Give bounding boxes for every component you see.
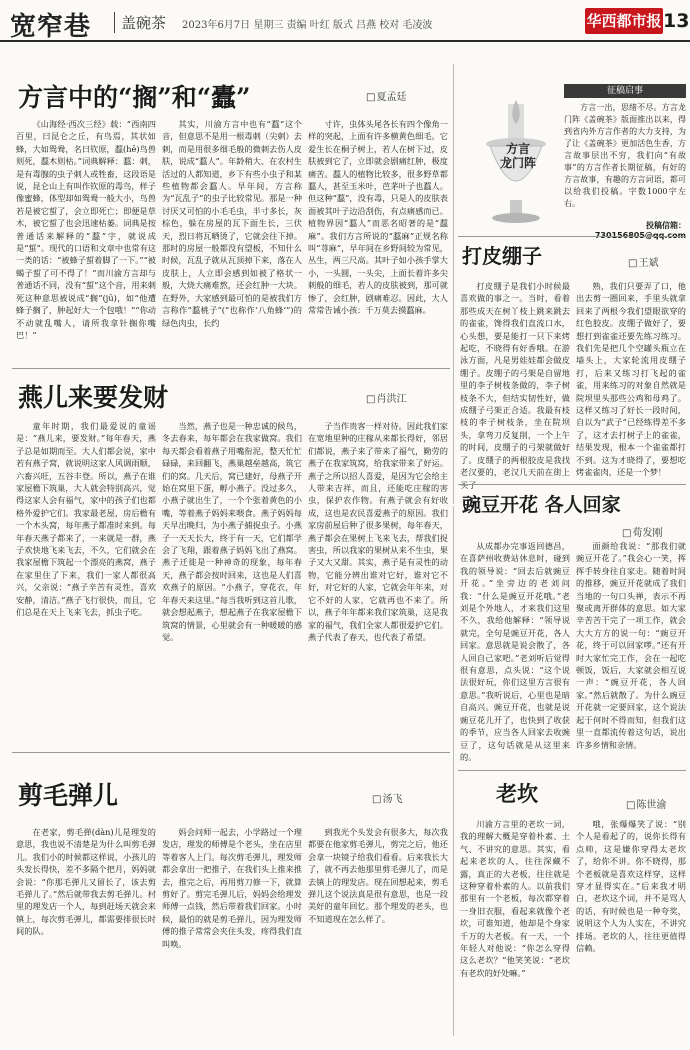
article-paragraph: 童年时期，我们最爱说的童谣是：“燕儿来，要发财。”每年春天，燕子总是如期而至。大人们都会说，家中若有燕子窝，就说明这家人风调雨顺，六畜兴旺，五谷丰登。所以，燕子在谁家屋檐下筑巢，大人就会特别高兴，觉得这家人会有福气，家中的孩子们也都格外爱护它们。我家最老屋，房后檐有一个木头窝，每年燕子都准时来到。每年春天燕子都来了，一来就是一群，燕子欢快地飞来飞去，不久，它们就会在我家屋檐下筑起一个漂亮的燕窝，燕子在家里住了下来，我们一家人都很高兴，父亲说：“燕子辛苦有灵性，喜欢安静，清洁。”燕子飞行很快，而且，它们总是在天上飞来飞去，抓虫子吃。 — [16, 421, 156, 618]
divider — [458, 236, 686, 237]
article-paragraph: 面颜给我说：“那我们就豌豆开花了。”我会心一笑，挥挥手转身往自家走。随着时间的推移，豌豆开花就成了我们当地的一句口头禅，表示不再聚或离开群体的意思。如大家辛苦苦干完了一项工作，就会大大方方的说一句：“豌豆开花，终于可以回家啰。”还有开时大家忙完工作，会在一起吃顿饭，饭后，大家就会相互说一声：“豌豆开花，各人回家。”然后就散了。为什么豌豆开花就一定要回家，这个说法起于何时不得而知，但我们这里一直都流传着这句话，说出许多乡情和亲情。 — [576, 541, 686, 750]
article-author: □ 肖洪江 — [366, 390, 406, 405]
submission-email: 投稿信箱： — [646, 221, 686, 230]
column-badge — [500, 142, 536, 170]
article-paragraph: 当然，燕子也是一种忠诚的候鸟，冬去春来，每年都会在我家做窝。我们每天都会看着燕子用嘴衔泥，整天忙忙碌碌，来回翻飞，燕巢越垒越高，筑它们的窝。几天后，窝已建好，母燕子开始在窝里下蛋，孵小燕子。没过多久，小燕子就出生了，一个个张着黄色的小嘴，等着燕子妈妈来喂食。燕子妈妈每天早出晚归，为小燕子捕捉虫子。小燕子一天天长大，终于有一天，它们都学会了飞翔，跟着燕子妈妈飞出了燕窝。燕子迁徙是一种神奇的现象，每年春天，燕子都会按时回来，这也是人们喜欢燕子的原因。“小燕子，穿花衣，年年春天来这里。”每当我听到这首儿歌，就会想起燕子，想起燕子在我家屋檐下筑窝的情景，心里就会有一种暖暖的感觉。 — [162, 421, 302, 642]
article-paragraph: 寸许，虫体头尾各长有四个像角一样的突起，上面有许多横黄色细毛。它爱生长在桐子树上，若人在树下过，皮肤被到它了，立即就会剧痛红肿，极度痛苦。蠚人的植物比较多，很多野草都蠚人，甚至玉米叶，芭茅叶子也蠚人。但这种“蠚”，没有毒，只是人的皮肤表面被其叶子边沿刮伤，有点痛感而已。植物界因“蠚人”而恶名昭著的是“蠚麻”。我们方言所说的“蠚麻”正规名称叫“荨麻”，早年间在乡野间较为常见，丛生，两三尺高。其叶子如小孩手掌大小，一头圆，一头尖，上面长着许多尖刺般的细毛，若人的皮肤被到，那可就惨了，会红肿，剧痛难忍。因此，大人常常告诫小孩：千万莫去摸蠚麻。 — [308, 119, 448, 316]
call-for-papers-text: 方言一出，思绪不尽。方言龙门阵《盖碗茶》版面推出以来，得到省内外方言作者的大力支持，为了让《盖碗茶》更加活色生香，方言故事层出不穷，我们向“有故事”的方言作者长期征稿，有好的方言故事，有趣的方言词语，都可以给我们投稿。字数1000字左右。 — [564, 103, 686, 208]
article-title: 燕儿来要发财 — [18, 383, 169, 412]
article-paragraph: 熟，我们只要弄了口，他出去剪一圈回来，手里头就拿回来了两根今我们望眼欲穿的红色胶皮。皮绷子做好了，要想打到雀雀还要先练习练习。我们先是把几个空罐头瓶立在墙头上，大家轮流用皮绷子打，后来又练习打飞起的雀雀，用来练习的对象自然就是院坝里头那些公鸡和母鸡了。这样又练习了好长一段时间，自以为“武子”已经练得差不多了，这才去打树子上的雀雀，结果发现，根本一个雀雀都打不到。这为才晓得了，要想吃烤雀雀肉，还是一个梦！ — [576, 281, 686, 478]
divider — [458, 770, 686, 771]
article-author: □ 荀发刚 — [622, 524, 662, 539]
article-column — [308, 118, 448, 358]
article-column — [162, 826, 302, 1038]
article-paragraph: 在老家，剪毛弹(dàn)儿是理发的意思，我也说不清楚是为什么叫剪毛弹儿。我们小的时候都这样说，小孩儿的头发长得快，差不多隔个把月，妈妈就会说：“你那毛弹儿又留长了，该去剪毛弹儿了。”然后就带我去剪毛弹儿。村里的理发店一个人，每到赶场天就会来镇上，每次剪毛弹儿，都需要排很长时间的队。 — [16, 827, 156, 937]
article-paragraph: 其实，川渝方言中也有“蠚”这个音，但意思不是用一根毒刺（尖刺）去刺，而是用很多细毛般的微刺去伤人皮肤，说成“蠚人”。年龄稍大、在农村生活过的人都知道，乡下有些小虫子和某些植物都会蠚人。早年间，方言称为“瓦乱子”的虫子比较常见。那是一种讨厌又可怕的小毛毛虫，半寸多长，灰棕色，躲在房屋的瓦下面生长，三伏天，烈日将瓦晒烫了，它就会往下掉。那时的房屋一般都没有望板，不知什么时候，瓦乱子就从瓦顶掉下来，落在人皮肤上，人立即会感到如被了格状一般，大烧大痛难熬，还会红肿一大块。在野外，大家感到最可怕的是被我们方言称作“蠚桃子”(“也称作‘八角蜂’”)的绿色肉虫，长约 — [162, 119, 302, 328]
article-author: □ 陈世渝 — [626, 796, 666, 811]
article-column — [576, 818, 686, 1038]
column-divider — [453, 506, 454, 1036]
column-divider — [453, 64, 454, 504]
article-paragraph: 哦，张爆爆笑了说：“别个人是看起了的，说你长得有点帅，这是嫌你穿得太老坎了，给你不讲。你不晓得，那个老板就是喜欢这样穿，这样穿才显得实在。”后来我才明白，老坎这个词，并不是骂人的话，有时候也是一种夸奖，说明这个人为人实在，不讲究排场。老坎的人，往往更值得信赖。 — [576, 819, 686, 954]
article-paragraph: 子当作贵客一样对待。因此我们家在宽地里种的庄稼从来都长得好，邻居们都说，燕子来了带来了福气，勤劳的燕子在我家筑窝，给我家带来了好运。燕子之所以招人喜爱，是因为它会给主人带来吉祥，而且，还能吃庄稼的害虫，保护农作物。有燕子就会有好收成，这也是农民喜爱燕子的原因。我们家房前屋后种了很多果树，每年春天，燕子都会在果树上飞来飞去，帮我们捉害虫，所以我家的果树从来不生虫，果子又大又甜。其实，燕子是有灵性的动物，它能分辨出谁对它好，谁对它不好，对它好的人家，它就会年年来，对它不好的人家，它就再也不来了。所以，燕子年年都来我们家筑巢，这是我家的福气，我们全家人都很爱护它们。燕子代表了春天，也代表了希望。 — [308, 421, 448, 642]
article-column — [576, 540, 686, 764]
page-number: 13 — [663, 10, 690, 32]
article-column — [460, 280, 570, 476]
article-author: □ 王斌 — [628, 254, 658, 269]
article-paragraph: 从成都办完事返回德昌，在喜萨州收费站休息时，碰到我的领导说：“回去后就豌豆开花。”坐旁边的老刘问我：“什么是豌豆开花哦。”老刘是个外地人，才来我们这里不久，我给他解释：“领导说就完，全句是豌豆开花，各人回家。意思就是说会散了，各人回自己家吧。”老刘听后觉得很有意思，点头说：“这个说法很好玩，你们这里方言很有意思。”我听说后，心里也是暗自高兴。豌豆开花，也就是说豌豆花儿开了，也快到了收获的季节，应当各人回家去收豌豆了，这句话就是从这里来的。 — [460, 541, 570, 762]
article-title: 打皮绷子 — [462, 244, 542, 268]
article-title: 剪毛弹儿 — [18, 781, 119, 810]
page-header — [0, 0, 690, 42]
issue-meta: 2023年6月7日 星期三 责编 叶红 版式 吕燕 校对 毛凌波 — [182, 20, 433, 31]
call-for-papers-box — [478, 84, 686, 232]
article-column — [162, 118, 302, 358]
article-column — [576, 280, 686, 476]
newspaper-logo: 华西都市报 — [585, 8, 663, 34]
article-paragraph: 川渝方言里的老坎一词，我的理解大概是穿着朴素、土气、不讲究的意思。其实，看起来老坎的人，往往深藏不露，真正的大老板，往往就是这种穿着朴素的人。以前我们那里有一个老板，每次都穿着一身旧衣服，看起来就像个老坎，可谁知道，他却是个身家千万的大老板。有一天，一个年轻人对他说：“你怎么穿得这么老坎？”他笑笑说：“老坎有老坎的好处嘛。” — [460, 819, 570, 978]
article-author: □ 汤飞 — [372, 790, 402, 805]
article-paragraph: 到我光个头发会有很多大，每次我都要在他家剪毛弹儿，剪完之后，他还会拿一块镜子给我们看看。后来我长大了，就不再去他那里剪毛弹儿了，而是去镇上的理发店。现在回想起来，剪毛弹儿这个说法真是很有意思，也是一段美好的童年回忆。那个理发的老头，也不知道现在怎么样了。 — [308, 827, 448, 924]
divider — [12, 752, 450, 753]
divider — [458, 484, 686, 485]
article-paragraph: 《山海经·西次三经》载：“西南四百里，曰昆仑之丘，有鸟焉，其状如蜂，大如鸳鸯，名曰钦原，蠚(hē)鸟兽则死，蠚木则枯。”词典解释：蠚：刺，是有毒腺的虫子刺人或牲畜，这段语是说，昆仑山上有叫作钦原的毒鸟，样子像蜜蜂，体型却如鸳鸯一般大小，鸟兽若是被它蜇了，会立即死亡；即便是草木，被它蜇了也会迅速枯萎。词典是按普通话来解释的“蠚”字，就说成是“蜇”。现代的口语和文章中也常有这一类的话：“被蜂子蜇着脚了一下。”“被蝎子蜇了可不得了！”而川渝方言却与普通话不同，没有“蜇”这个音，用来刺死这种意思被说成“搁”(jū)，如“他遭蜂子搁了，肿起好大一个包哦！”“你动不动就乱嘴人，请所我拿针搁你嘴巴！” — [16, 119, 156, 340]
section-brand: 宽窄巷 — [10, 12, 92, 42]
article-column — [16, 118, 156, 358]
divider — [12, 368, 450, 369]
article-author: □ 夏孟廷 — [366, 88, 406, 103]
article-title: 方言中的“搁”和“蠹” — [18, 83, 251, 112]
article-column — [460, 818, 570, 1038]
article-column — [16, 826, 156, 1038]
article-title: 豌豆开花 各人回家 — [462, 494, 621, 516]
article-column — [308, 420, 448, 742]
article-column — [460, 540, 570, 764]
call-for-papers-label: 征稿启事 — [564, 84, 686, 98]
badge-line: 龙门阵 — [500, 156, 537, 170]
article-column — [308, 826, 448, 1038]
article-column — [162, 420, 302, 742]
badge-line: 方言 — [506, 142, 531, 156]
article-title: 老坎 — [496, 781, 538, 806]
article-paragraph: 打皮绷子是我们小时候最喜欢做的事之一。当时，看着那些成天在树丫枝上跳来跳去的雀雀，馋得我们直流口水，心头想，要是能打一只下来烤起吃，不晓得有好香哦。在游泳方面，凡是男娃娃都会做皮绷子。皮绷子的弓架是自留地里的李子树枝条做的，李子树枝条不大，但结实韧性好，做成绷子弓架正合适。我最有枝枝的李子树枝条，坐在院坝头，拿弯刀反复削，一个上午的时间，皮绷子的弓架就做好了。皮绷子的两根胶皮是我找老汉要的，老汉几天前在街上 — [460, 281, 570, 478]
article-column — [16, 420, 156, 742]
section-subtitle: 盖碗茶 — [114, 12, 166, 33]
article-paragraph: 妈会问师一起去，小学路过一个理发店，理发的师傅是个老头，坐在店里等着客人上门。每次剪毛弹儿，理发师都会拿出一把推子，在我们头上推来推去，推完之后，再用剪刀修一下，就算剪好了。剪完毛弹儿后，妈妈会给理发师傅一点钱，然后带着我们回家。小时候，最怕的就是剪毛弹儿，因为理发师傅的推子常常会夹住头发，疼得我们直叫唤。 — [162, 827, 302, 949]
